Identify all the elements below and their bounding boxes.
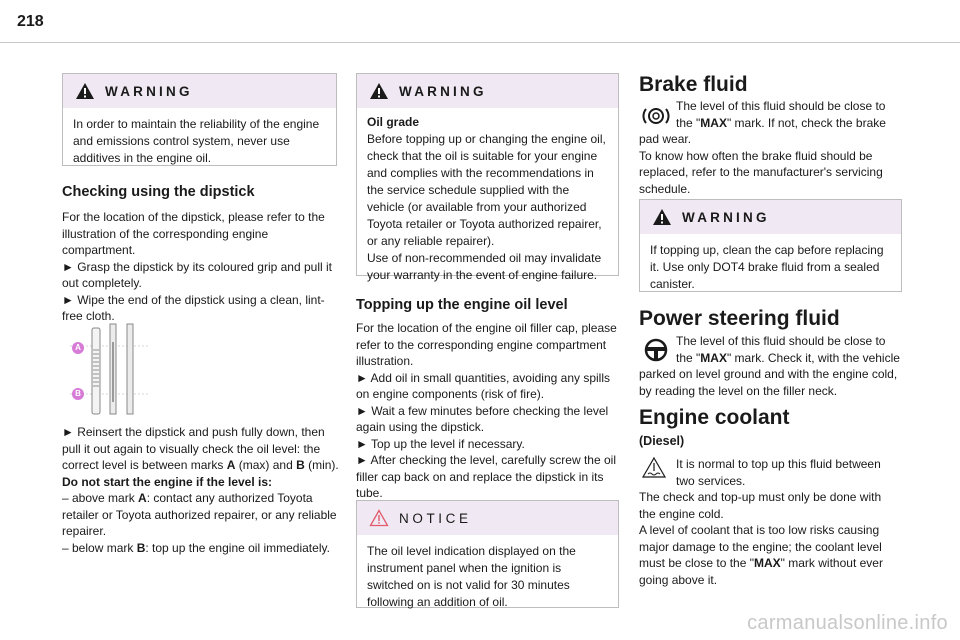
warning-triangle-icon: [75, 82, 95, 100]
brake-text-a: The level of this fluid should be close to the ": [676, 99, 886, 130]
coolant-text-3a: A level of coolant that is too low risks causing major damage to the engine; the coolant level must be close to the ": [639, 523, 882, 570]
notice-header: [357, 501, 618, 535]
coolant-text-2: The check and top-up must only be done with the engine cold.: [639, 490, 882, 521]
above-mark-a: A: [138, 491, 147, 505]
reinsert-text-b: (max) and: [235, 458, 297, 472]
dipstick-drawing: [70, 322, 150, 417]
reinsert-block: [62, 424, 340, 556]
brake-text-2: To know how often the brake fluid should be replaced, refer to the manufacturer's servicing schedule.: [639, 148, 883, 196]
brake-text-b: " mark. If not, check the brake pad wear.: [639, 115, 886, 146]
warning-box-additives: [62, 73, 337, 166]
reinsert-mark-b: B: [296, 458, 305, 472]
topping-instructions: For the location of the engine oil filler cap, please refer to the corresponding engine compartment illustration. ► Add oil in small quantities, avoiding any spills on engine components (risk of fire). ► Wait a few minutes before checking the level again using the dipstick. ► Top up the level if necessary. ► After checking the level, carefully screw the oil filler cap back on and replace the dipstick in its tube.: [356, 321, 617, 500]
mark-a-badge: A: [72, 342, 84, 354]
warning-triangle-icon: [369, 82, 389, 100]
below-mark-b: B: [136, 540, 146, 555]
reinsert-mark-a: A: [226, 458, 236, 472]
brake-max: MAX: [700, 115, 727, 130]
above-text-post: : contact any authorized Toyota retailer or Toyota authorized repairer, or any reliable repairer.: [62, 491, 337, 538]
power-steering-text: [639, 333, 905, 399]
coolant-text-1: It is normal to top up this fluid between two services.: [676, 457, 881, 488]
reinsert-text-c: (min).: [304, 458, 339, 472]
power-steering-title: Power steering fluid: [639, 307, 840, 330]
topping-title: Topping up the engine oil level: [356, 297, 568, 313]
notice-box: [356, 500, 619, 608]
steering-max: MAX: [700, 350, 727, 365]
warning-text: In order to maintain the reliability of the engine and emissions control system, never use additives in the engine oil.: [73, 117, 320, 165]
steering-text-a: The level of this fluid should be close to the ": [676, 334, 886, 365]
reinsert-text-a: ► Reinsert the dipstick and push fully down, then pull it out again to visually check the oil level: the correct level is between marks: [62, 425, 325, 472]
page-number: 218: [17, 13, 44, 30]
dipstick-instructions: For the location of the dipstick, please refer to the illustration of the corresponding engine compartment. ► Grasp the dipstick by its coloured grip and pull it out completely. ► Wipe the end of the dipstick using a clean, lint-free cloth.: [62, 210, 333, 323]
oil-grade-title: Oil grade: [367, 115, 420, 129]
below-text-pre: – below mark: [62, 540, 137, 555]
warning-text: If topping up, clean the cap before replacing it. Use only DOT4 brake fluid from a sealed canister.: [650, 243, 884, 291]
coolant-text-3b: " mark without ever going above it.: [639, 556, 883, 587]
notice-triangle-icon: [369, 509, 389, 527]
warning-header: [357, 74, 618, 108]
engine-coolant-title: Engine coolant: [639, 406, 790, 429]
oil-grade-text: Before topping up or changing the engine oil, check that the oil is suitable for your engine and complies with the recommendations in the service schedule supplied with the vehicle (or available from your authorized Toyota retailer or Toyota authorized repairer, or any reliable repairer). Use of non-recommended oil may invalidate your warranty in the event of engine failure.: [367, 132, 606, 282]
header-rule: [0, 42, 960, 43]
watermark: carmanualsonline.info: [747, 612, 948, 634]
steering-text-b: " mark. Check it, with the vehicle parked on level ground and with the engine cold, by reading the level on the filler neck.: [639, 350, 900, 398]
warning-box-brake: [639, 199, 902, 292]
notice-label: NOTICE: [399, 510, 472, 526]
dipstick-illustration: [70, 322, 150, 417]
notice-text: The oil level indication displayed on the instrument panel when the ignition is switched on is not valid for 30 minutes following an addition of oil.: [367, 544, 576, 609]
above-text-pre: – above mark: [62, 491, 139, 505]
brake-fluid-title: Brake fluid: [639, 73, 748, 96]
diesel-label: (Diesel): [639, 434, 685, 448]
oil-grade-body: [357, 108, 618, 292]
warning-header: [63, 74, 336, 108]
warning-label: WARNING: [682, 209, 770, 225]
brake-fluid-text: [639, 98, 904, 197]
warning-box-oil-grade: [356, 73, 619, 282]
warning-label: WARNING: [399, 83, 487, 99]
coolant-max: MAX: [753, 556, 781, 570]
mark-b-badge: B: [72, 388, 84, 400]
warning-header: [640, 200, 901, 234]
warning-triangle-icon: [652, 208, 672, 226]
dipstick-title: Checking using the dipstick: [62, 184, 255, 200]
warning-label: WARNING: [105, 83, 193, 99]
below-text-post: : top up the engine oil immediately.: [145, 540, 330, 555]
coolant-text: [639, 456, 901, 588]
do-not-start-text: Do not start the engine if the level is:: [62, 474, 273, 489]
